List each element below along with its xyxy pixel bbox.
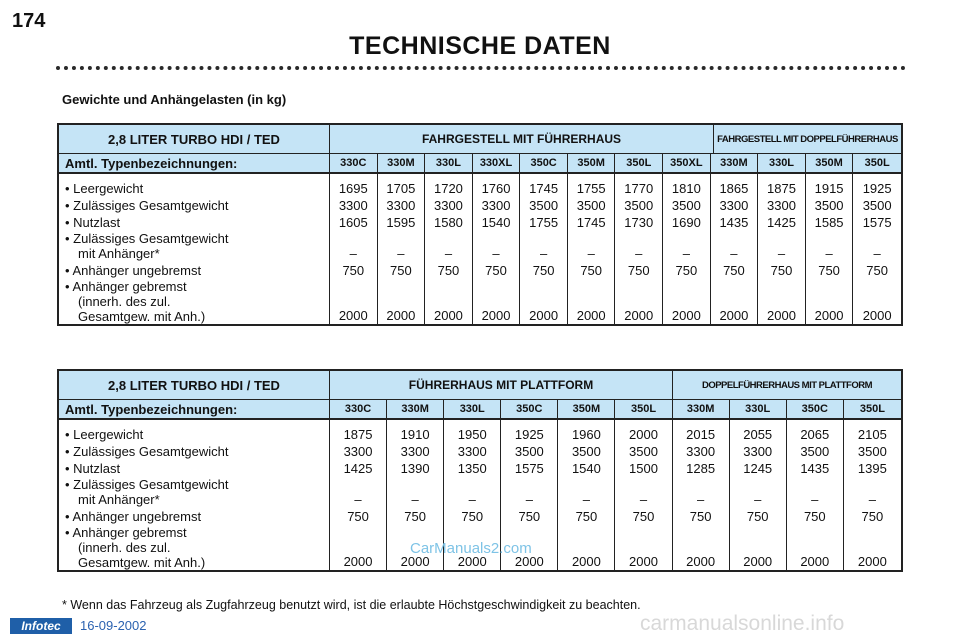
value-cell: 2000 xyxy=(481,308,511,323)
group-header: FÜHRERHAUS MIT PLATTFORM xyxy=(330,371,673,399)
model-code: 330C xyxy=(330,154,378,172)
row-label-line: (innerh. des zul. xyxy=(78,294,171,309)
value-cell: 750 xyxy=(485,263,507,278)
value-cell: 1575 xyxy=(514,461,544,476)
group-header: DOPPELFÜHRERHAUS MIT PLATTFORM xyxy=(701,379,873,391)
value-cell: 2000 xyxy=(529,308,559,323)
value-column xyxy=(558,420,615,570)
row-label: • Zulässiges Gesamtgewicht xyxy=(65,198,229,213)
value-cell: 1540 xyxy=(481,215,511,230)
model-code: 330L xyxy=(730,400,787,418)
value-cell: 2000 xyxy=(767,308,796,323)
value-cell: 1435 xyxy=(800,461,830,476)
value-cell: 1910 xyxy=(400,427,430,442)
value-cell: 2000 xyxy=(571,554,601,569)
value-cell: – xyxy=(582,492,591,507)
value-cell: – xyxy=(587,246,595,261)
model-code: 330M xyxy=(378,154,426,172)
row-label xyxy=(59,279,329,324)
value-cell: 1755 xyxy=(529,215,559,230)
value-cell: 1720 xyxy=(433,181,463,196)
value-cell: 750 xyxy=(746,509,769,524)
value-cell: 3500 xyxy=(576,198,606,213)
value-cell: 1865 xyxy=(719,181,749,196)
value-cell: – xyxy=(873,246,881,261)
model-code: 350C xyxy=(501,400,558,418)
value-cell: 750 xyxy=(580,263,603,278)
value-column xyxy=(615,420,672,570)
value-cell: – xyxy=(730,246,738,261)
value-cell: 2000 xyxy=(343,554,373,569)
value-cell: 1540 xyxy=(571,461,601,476)
row-label: • Nutzlast xyxy=(65,461,121,476)
model-code: 350C xyxy=(520,154,568,172)
value-cell: 750 xyxy=(689,509,712,524)
value-cell: 750 xyxy=(461,509,484,524)
value-cell: 1950 xyxy=(457,427,487,442)
value-cell: 2000 xyxy=(624,308,654,323)
row-label: • Leergewicht xyxy=(65,181,144,196)
value-cell: 1390 xyxy=(400,461,430,476)
row-label-line: • Zulässiges Gesamtgewicht xyxy=(65,231,229,246)
value-cell: 1580 xyxy=(433,215,463,230)
row-label-line: (innerh. des zul. xyxy=(78,540,171,555)
value-column xyxy=(853,174,901,324)
model-row xyxy=(59,154,901,174)
value-cell: 2000 xyxy=(433,308,463,323)
row-label xyxy=(59,231,329,262)
model-code: 330M xyxy=(673,400,730,418)
value-column xyxy=(806,174,854,324)
model-code: 350C xyxy=(787,400,844,418)
value-cell: 750 xyxy=(818,263,840,278)
value-cell: 3500 xyxy=(624,198,654,213)
row-labels xyxy=(59,420,330,570)
value-column xyxy=(615,174,663,324)
value-cell: 3500 xyxy=(800,444,830,459)
value-cell: 3300 xyxy=(719,198,749,213)
value-cell: 1605 xyxy=(338,215,368,230)
weights-table-chassis xyxy=(57,123,903,326)
model-code: 350L xyxy=(615,400,672,418)
row-label: • Anhänger ungebremst xyxy=(65,509,202,524)
row-label: • Nutzlast xyxy=(65,215,121,230)
value-column xyxy=(330,174,378,324)
group-header: FAHRGESTELL MIT DOPPELFÜHRERHAUS xyxy=(717,133,898,145)
row-label-line: mit Anhänger* xyxy=(78,246,160,261)
value-cell: 1350 xyxy=(457,461,487,476)
value-cell: 2000 xyxy=(814,308,844,323)
value-cell: – xyxy=(868,492,876,507)
value-column xyxy=(673,420,730,570)
value-cell: 3500 xyxy=(814,198,844,213)
footnote: * Wenn das Fahrzeug als Zugfahrzeug benutzt wird, ist die erlaubte Höchstgeschwindigkeit zu beachten. xyxy=(62,598,641,612)
row-label xyxy=(59,477,329,508)
value-column xyxy=(844,420,901,570)
value-cell: 1245 xyxy=(743,461,773,476)
model-row xyxy=(59,400,901,420)
value-cell: 1595 xyxy=(386,215,416,230)
page-number: 174 xyxy=(12,10,46,32)
value-cell: 750 xyxy=(803,509,826,524)
value-cell: – xyxy=(777,246,786,261)
value-cell: 1585 xyxy=(814,215,844,230)
value-column xyxy=(663,174,711,324)
value-cell: 2000 xyxy=(514,554,544,569)
value-cell: 3300 xyxy=(481,198,511,213)
value-cell: 1730 xyxy=(624,215,654,230)
value-cell: 3300 xyxy=(433,198,463,213)
value-cell: 750 xyxy=(518,509,541,524)
value-cell: 750 xyxy=(675,263,698,278)
value-cell: 2000 xyxy=(671,308,701,323)
value-cell: 3300 xyxy=(386,198,416,213)
value-cell: 750 xyxy=(632,509,655,524)
value-cell: 1745 xyxy=(576,215,606,230)
group-header: FAHRGESTELL MIT FÜHRERHAUS xyxy=(330,125,714,153)
model-code: 350L xyxy=(859,403,885,415)
value-cell: 3300 xyxy=(686,444,716,459)
value-cell: 750 xyxy=(770,263,793,278)
model-code: 330C xyxy=(330,400,387,418)
value-cell: 1500 xyxy=(629,461,658,476)
value-cell: 2000 xyxy=(800,554,830,569)
row-label: • Zulässiges Gesamtgewicht xyxy=(65,444,229,459)
value-column xyxy=(425,174,473,324)
value-cell: 3500 xyxy=(514,444,544,459)
row-label-line: Gesamtgew. mit Anh.) xyxy=(78,309,206,324)
value-cell: 3300 xyxy=(743,444,773,459)
value-cell: – xyxy=(682,246,690,261)
value-cell: 2000 xyxy=(743,554,773,569)
models-label: Amtl. Typenbezeichnungen: xyxy=(59,154,330,172)
value-column xyxy=(730,420,787,570)
value-cell: 1435 xyxy=(719,215,749,230)
value-cell: 3500 xyxy=(629,444,658,459)
value-cell: 1875 xyxy=(343,427,373,442)
value-cell: – xyxy=(635,246,643,261)
value-cell: 3500 xyxy=(857,444,887,459)
value-cell: 750 xyxy=(861,509,884,524)
value-cell: – xyxy=(354,492,362,507)
engine-title: 2,8 LITER TURBO HDI / TED xyxy=(59,125,330,153)
model-code: 350L xyxy=(615,154,663,172)
value-cell: 2000 xyxy=(862,308,892,323)
value-cell: 2000 xyxy=(629,554,658,569)
value-cell: – xyxy=(525,492,533,507)
dotted-divider xyxy=(56,66,906,70)
model-code: 330L xyxy=(425,154,473,172)
value-cell: 750 xyxy=(437,263,460,278)
value-cell: 2055 xyxy=(743,427,773,442)
model-code: 350M xyxy=(806,154,854,172)
watermark-corner: carmanualsonline.info xyxy=(640,612,845,635)
value-cell: 2000 xyxy=(686,554,716,569)
value-cell: 1425 xyxy=(767,215,796,230)
value-cell: 3500 xyxy=(671,198,701,213)
value-cell: 750 xyxy=(532,263,555,278)
value-cell: – xyxy=(811,492,819,507)
value-cell: 2000 xyxy=(400,554,430,569)
value-cell: 2065 xyxy=(800,427,830,442)
value-cell: 1695 xyxy=(338,181,368,196)
value-cell: 1425 xyxy=(343,461,373,476)
value-column xyxy=(758,174,806,324)
value-cell: – xyxy=(696,492,705,507)
value-cell: – xyxy=(411,492,419,507)
value-cell: 3300 xyxy=(338,198,368,213)
page-title: TECHNISCHE DATEN xyxy=(349,32,611,60)
engine-title: 2,8 LITER TURBO HDI / TED xyxy=(59,371,330,399)
models-label: Amtl. Typenbezeichnungen: xyxy=(59,400,330,418)
value-cell: 750 xyxy=(342,263,365,278)
table-header xyxy=(59,371,901,400)
value-cell: 1915 xyxy=(814,181,844,196)
value-cell: 1690 xyxy=(671,215,701,230)
value-cell: 1755 xyxy=(576,181,606,196)
value-cell: 2000 xyxy=(857,554,887,569)
value-cell: 1925 xyxy=(514,427,544,442)
value-cell: – xyxy=(492,246,500,261)
value-cell: 750 xyxy=(723,263,745,278)
value-cell: 1875 xyxy=(767,181,796,196)
model-code: 350XL xyxy=(663,154,711,172)
value-cell: 3500 xyxy=(571,444,601,459)
value-cell: 1760 xyxy=(481,181,511,196)
model-code: 350M xyxy=(568,154,616,172)
watermark-center: CarManuals2.com xyxy=(410,540,532,557)
value-cell: 1575 xyxy=(862,215,892,230)
value-cell: 2000 xyxy=(719,308,749,323)
value-cell: 3500 xyxy=(529,198,559,213)
value-column xyxy=(568,174,616,324)
row-label xyxy=(59,525,329,570)
row-label-line: • Anhänger gebremst xyxy=(65,525,187,540)
value-cell: – xyxy=(349,246,357,261)
table-header xyxy=(59,125,901,154)
value-cell: 1705 xyxy=(386,181,416,196)
row-label: • Leergewicht xyxy=(65,427,144,442)
model-code: 330L xyxy=(444,400,501,418)
value-cell: – xyxy=(754,492,762,507)
value-cell: 1925 xyxy=(862,181,892,196)
value-cell: 2105 xyxy=(857,427,887,442)
value-cell: 750 xyxy=(866,263,888,278)
row-label-line: mit Anhänger* xyxy=(78,492,160,507)
value-cell: 1960 xyxy=(571,427,601,442)
value-cell: 1810 xyxy=(671,181,701,196)
value-column xyxy=(787,420,844,570)
value-cell: 1285 xyxy=(686,461,716,476)
value-cell: 3300 xyxy=(767,198,796,213)
model-code: 350M xyxy=(558,400,615,418)
value-cell: 2000 xyxy=(386,308,416,323)
value-cell: 3300 xyxy=(343,444,373,459)
section-subtitle: Gewichte und Anhängelasten (in kg) xyxy=(62,92,287,107)
value-cell: 2000 xyxy=(338,308,368,323)
value-cell: 3300 xyxy=(400,444,430,459)
model-code: 330M xyxy=(387,400,444,418)
value-cell: – xyxy=(825,246,833,261)
value-cell: 3300 xyxy=(457,444,487,459)
value-cell: – xyxy=(539,246,548,261)
row-label: • Anhänger ungebremst xyxy=(65,263,202,278)
value-cell: – xyxy=(397,246,405,261)
value-cell: 3500 xyxy=(862,198,892,213)
value-column xyxy=(330,420,387,570)
row-label-line: Gesamtgew. mit Anh.) xyxy=(78,555,206,570)
table-body xyxy=(59,174,901,324)
value-cell: 750 xyxy=(390,263,412,278)
value-cell: 750 xyxy=(404,509,426,524)
value-cell: 2000 xyxy=(457,554,487,569)
row-labels xyxy=(59,174,330,324)
value-cell: 750 xyxy=(575,509,598,524)
value-cell: – xyxy=(468,492,476,507)
value-cell: 2015 xyxy=(686,427,716,442)
value-column xyxy=(473,174,521,324)
model-code: 330XL xyxy=(473,154,521,172)
row-label-line: • Zulässiges Gesamtgewicht xyxy=(65,477,229,492)
value-cell: 2000 xyxy=(629,427,658,442)
model-code: 330L xyxy=(758,154,806,172)
value-cell: 1395 xyxy=(857,461,887,476)
value-cell: 750 xyxy=(347,509,369,524)
value-cell: 2000 xyxy=(576,308,606,323)
model-code: 330M xyxy=(711,154,759,172)
row-label-line: • Anhänger gebremst xyxy=(65,279,187,294)
value-column xyxy=(711,174,759,324)
print-date: 16-09-2002 xyxy=(80,618,147,633)
value-column xyxy=(520,174,568,324)
value-cell: 750 xyxy=(627,263,650,278)
value-column xyxy=(378,174,426,324)
value-cell: 1745 xyxy=(529,181,559,196)
model-code: 350L xyxy=(864,157,890,169)
infotec-logo: Infotec xyxy=(10,618,72,634)
value-cell: – xyxy=(639,492,648,507)
value-cell: 1770 xyxy=(624,181,654,196)
value-cell: – xyxy=(444,246,453,261)
